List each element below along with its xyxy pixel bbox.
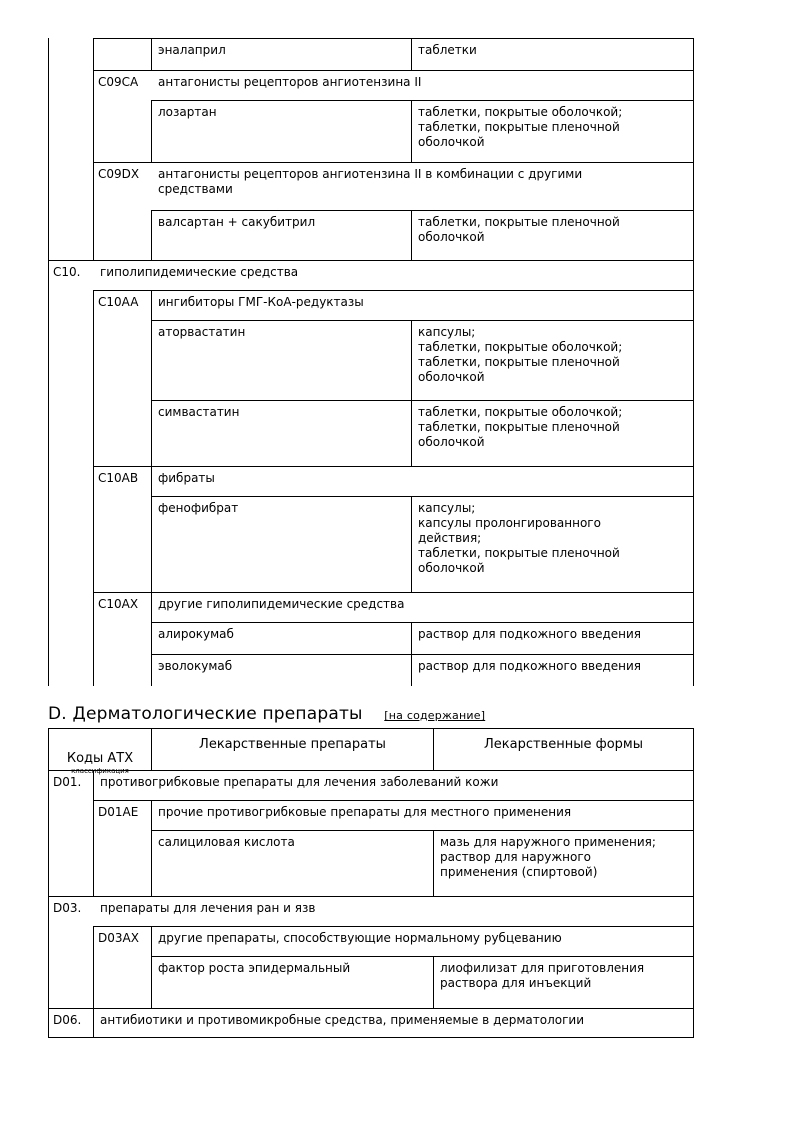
drug-name: фактор роста эпидермальный — [158, 961, 351, 975]
drug-form: раствор для подкожного введения — [418, 627, 642, 641]
atc-code: C10AB — [98, 471, 139, 485]
atc-group-name: ингибиторы ГМГ-КоА-редуктазы — [158, 295, 364, 309]
atc-code: D01. — [53, 775, 82, 789]
drug-name: фенофибрат — [158, 501, 239, 515]
header-drugs: Лекарственные препараты — [199, 737, 386, 752]
atc-group-name: другие препараты, способствующие нормальному рубцеванию — [158, 931, 562, 945]
drug-name: салициловая кислота — [158, 835, 295, 849]
atc-group-name: противогрибковые препараты для лечения заболеваний кожи — [100, 775, 499, 789]
atc-code: C10AA — [98, 295, 139, 309]
drug-form: раствор для подкожного введения — [418, 659, 642, 673]
drug-name: эволокумаб — [158, 659, 233, 673]
drug-name: аторвастатин — [158, 325, 246, 339]
atc-code: D03. — [53, 901, 82, 915]
drug-form: капсулы; капсулы пролонгированного действия; таблетки, покрытые пленочной оболочкой — [418, 501, 620, 575]
atc-code: D06. — [53, 1013, 82, 1027]
toc-link[interactable]: [на содержание] — [384, 709, 486, 722]
atc-group-name: фибраты — [158, 471, 215, 485]
drug-form: таблетки — [418, 43, 477, 57]
header-codes-sublabel: классификация — [71, 767, 129, 775]
atc-group-name: антибиотики и противомикробные средства, применяемые в дерматологии — [100, 1013, 585, 1027]
drug-name: симвастатин — [158, 405, 240, 419]
header-forms: Лекарственные формы — [483, 737, 643, 752]
atc-group-name: прочие противогрибковые препараты для местного применения — [158, 805, 572, 819]
drug-form: таблетки, покрытые оболочкой; таблетки, покрытые пленочной оболочкой — [418, 405, 623, 449]
atc-code: C10. — [53, 265, 81, 279]
atc-code: D01AE — [98, 805, 139, 819]
drug-form: таблетки, покрытые оболочкой; таблетки, покрытые пленочной оболочкой — [418, 105, 623, 149]
atc-group-name: гиполипидемические средства — [100, 265, 299, 279]
atc-group-name: препараты для лечения ран и язв — [100, 901, 316, 915]
drug-form: таблетки, покрытые пленочной оболочкой — [418, 215, 620, 244]
atc-code: C10AX — [98, 597, 139, 611]
drug-form: мазь для наружного применения; раствор для наружного применения (спиртовой) — [440, 835, 656, 879]
drug-name: алирокумаб — [158, 627, 234, 641]
atc-code: C09DX — [98, 167, 140, 181]
drug-name: валсартан + сакубитрил — [158, 215, 316, 229]
atc-group-name: другие гиполипидемические средства — [158, 597, 405, 611]
atc-group-name: антагонисты рецепторов ангиотензина II в комбинации с другими средствами — [158, 167, 583, 196]
header-codes — [49, 729, 151, 775]
drug-name: лозартан — [158, 105, 217, 119]
section-title — [48, 704, 485, 724]
header-codes-label: Коды АТХ — [66, 751, 134, 766]
drug-form: капсулы; таблетки, покрытые оболочкой; таблетки, покрытые пленочной оболочкой — [418, 325, 623, 384]
drug-name: эналаприл — [158, 43, 226, 57]
drug-form: лиофилизат для приготовления раствора для инъекций — [440, 961, 645, 990]
atc-code: D03AX — [98, 931, 139, 945]
atc-group-name: антагонисты рецепторов ангиотензина II — [158, 75, 422, 89]
atc-code: C09CA — [98, 75, 139, 89]
section-heading: D. Дерматологические препараты — [48, 704, 363, 724]
